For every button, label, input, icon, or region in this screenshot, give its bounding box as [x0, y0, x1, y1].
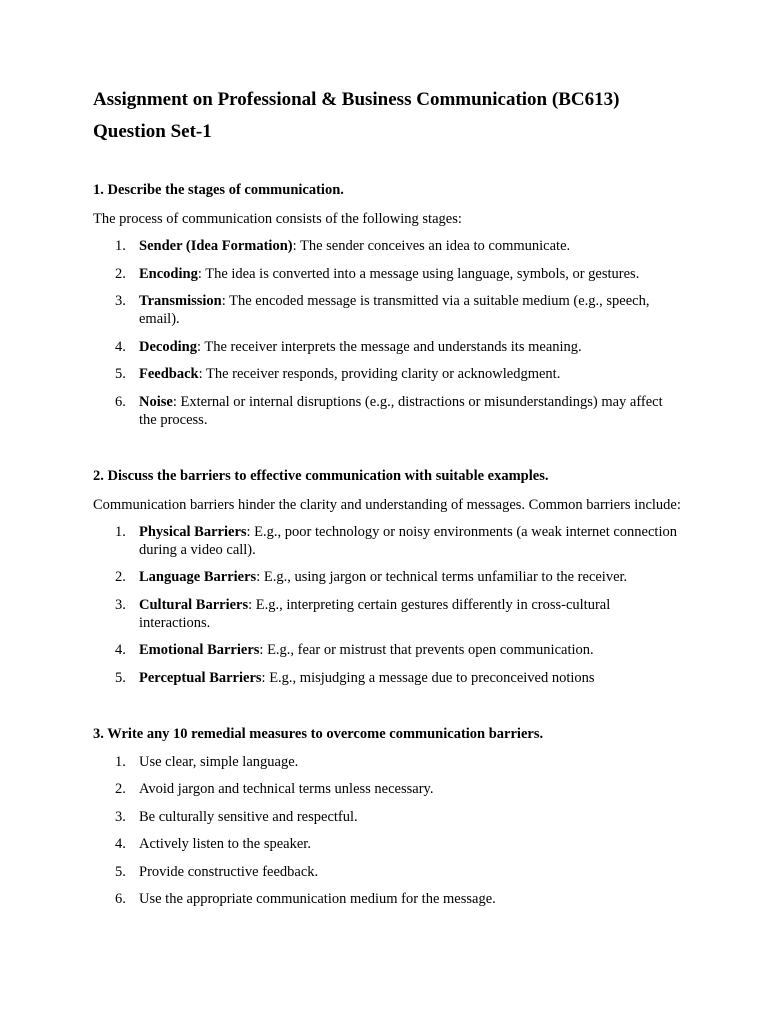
list-item [93, 669, 683, 687]
document-page [93, 86, 683, 918]
list-number: 5. [115, 366, 126, 382]
stages-list [93, 237, 683, 429]
list-text: Actively listen to the speaker. [139, 836, 311, 852]
list-item [93, 753, 683, 771]
list-text: : E.g., using jargon or technical terms unfamiliar to the receiver. [256, 569, 628, 585]
list-term: Noise [139, 393, 173, 410]
list-text: : E.g., fear or mistrust that prevents open communication. [259, 642, 594, 658]
list-number: 2. [115, 781, 126, 797]
list-term: Decoding [139, 338, 197, 355]
list-item [93, 863, 683, 881]
question-heading: 1. Describe the stages of communication. [93, 182, 344, 198]
list-term: Sender (Idea Formation) [139, 238, 293, 254]
question-section-3 [93, 725, 683, 909]
question-section-2 [93, 467, 683, 687]
list-number: 3. [115, 293, 126, 309]
list-number: 2. [115, 569, 126, 585]
list-term: Emotional Barriers [139, 642, 260, 658]
list-number: 6. [115, 891, 126, 907]
list-item [93, 641, 683, 659]
list-item [93, 338, 683, 356]
list-term: Feedback [139, 366, 199, 382]
question-heading: 2. Discuss the barriers to effective communication with suitable examples. [93, 467, 549, 484]
list-text: Use the appropriate communication medium for the message. [139, 891, 496, 907]
list-text: : E.g., interpreting certain gestures differently in cross-cultural interactions. [139, 596, 611, 631]
list-term: Physical Barriers [139, 523, 247, 540]
list-item [93, 780, 683, 798]
list-item [93, 835, 683, 853]
list-item [93, 292, 683, 328]
list-term: Cultural Barriers [139, 596, 249, 613]
list-text: : E.g., misjudging a message due to preconceived notions [261, 669, 595, 686]
list-text: Avoid jargon and technical terms unless necessary. [139, 781, 434, 797]
remedies-list [93, 753, 683, 909]
barriers-list [93, 523, 683, 687]
list-text: Use clear, simple language. [139, 753, 299, 770]
list-number: 3. [115, 596, 126, 613]
list-term: Transmission [139, 293, 222, 309]
list-number: 1. [115, 523, 126, 540]
list-number: 5. [115, 669, 126, 686]
list-item [93, 237, 683, 255]
list-text: Be culturally sensitive and respectful. [139, 808, 358, 825]
document-title: Assignment on Professional & Business Communication (BC613) [93, 89, 620, 110]
list-item [93, 890, 683, 908]
list-item [93, 365, 683, 383]
list-number: 3. [115, 808, 126, 825]
list-item [93, 568, 683, 586]
list-text: : External or internal disruptions (e.g., distractions or misunderstandings) may affect the process. [139, 393, 663, 428]
list-text: : The idea is converted into a message using language, symbols, or gestures. [197, 265, 640, 282]
question-heading: 3. Write any 10 remedial measures to overcome communication barriers. [93, 725, 544, 742]
list-text: : The receiver responds, providing clarity or acknowledgment. [198, 366, 561, 382]
list-number: 4. [115, 642, 126, 658]
list-text: : The sender conceives an idea to communicate. [292, 238, 571, 254]
list-number: 1. [115, 238, 126, 254]
list-item [93, 808, 683, 826]
answer-intro: The process of communication consists of the following stages: [93, 211, 462, 227]
list-text: : E.g., poor technology or noisy environments (a weak internet connection during a video call). [139, 523, 677, 558]
question-section-1 [93, 181, 683, 429]
list-text: : The encoded message is transmitted via a suitable medium (e.g., speech, email). [139, 293, 650, 327]
list-number: 6. [115, 393, 126, 410]
list-item [93, 265, 683, 283]
list-item [93, 523, 683, 559]
question-set-title: Question Set-1 [93, 121, 212, 142]
list-text: Provide constructive feedback. [139, 863, 319, 880]
list-term: Language Barriers [139, 569, 257, 585]
list-item [93, 596, 683, 632]
list-term: Perceptual Barriers [139, 669, 262, 686]
list-number: 4. [115, 338, 126, 355]
list-number: 2. [115, 265, 126, 282]
list-number: 5. [115, 863, 126, 880]
list-term: Encoding [139, 265, 198, 282]
list-number: 4. [115, 836, 126, 852]
list-number: 1. [115, 753, 126, 770]
list-item [93, 393, 683, 429]
answer-intro: Communication barriers hinder the clarity and understanding of messages. Common barriers include: [93, 496, 681, 513]
list-text: : The receiver interprets the message and understands its meaning. [197, 338, 582, 355]
